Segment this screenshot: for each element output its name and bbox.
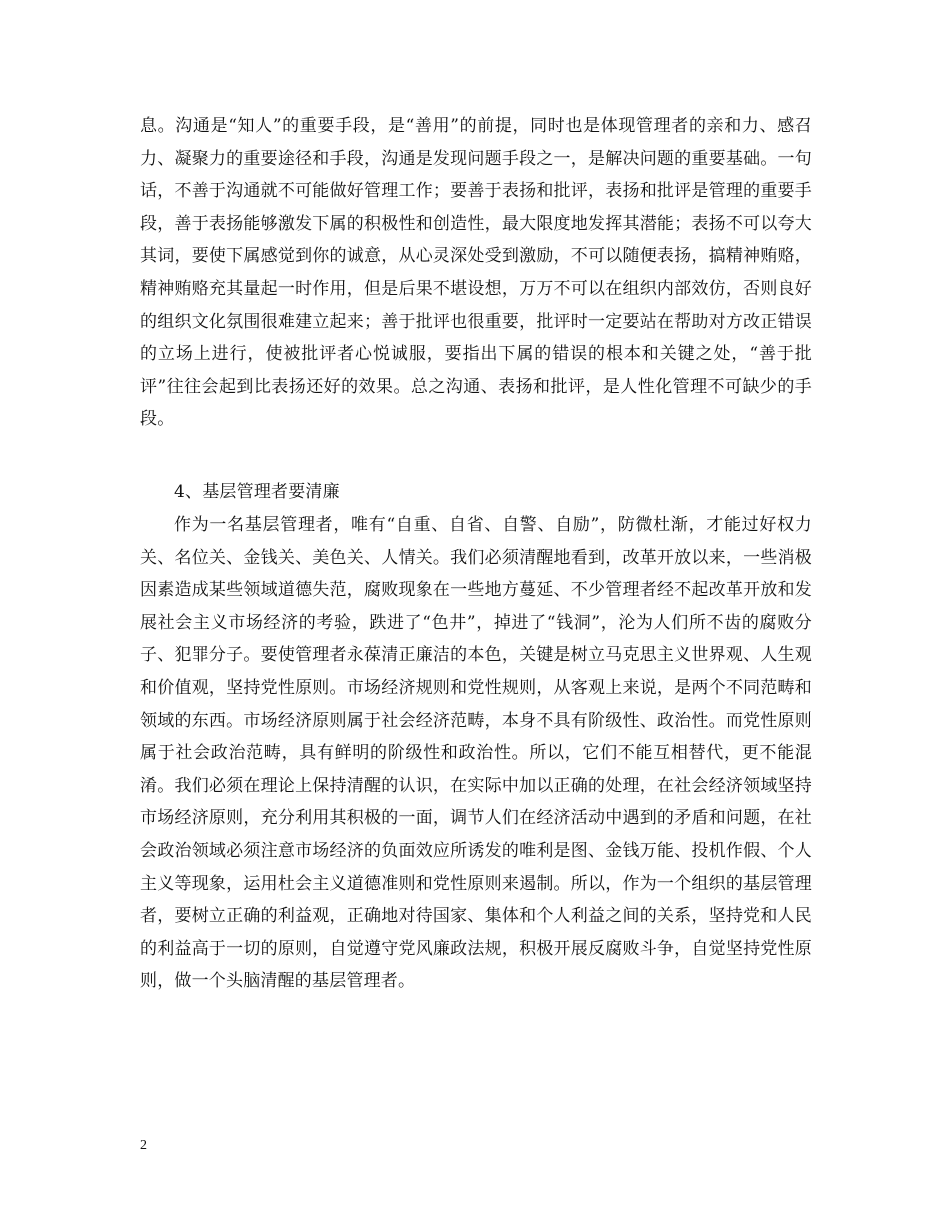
paragraph-main: 作为一名基层管理者，唯有“自重、自省、自警、自励”，防微杜渐，才能过好权力关、名位关、金钱关、美色关、人情关。我们必须清醒地看到，改革开放以来，一些消极因素造成某些领域道德失范，腐败现象在一些地方蔓延、不少管理者经不起改革开放和发展社会主义市场经济的考验，跌进了“色井”，掉进了“钱洞”，沦为人们所不齿的腐败分子、犯罪分子。要使管理者永葆清正廉洁的本色，关键是树立马克思主义世界观、人生观和价值观，坚持党性原则。市场经济规则和党性规则，从客观上来说，是两个不同范畴和领域的东西。市场经济原则属于社会经济范畴，本身不具有阶级性、政治性。而党性原则属于社会政治范畴，具有鲜明的阶级性和政治性。所以，它们不能互相替代，更不能混淆。我们必须在理论上保持清醒的认识，在实际中加以正确的处理，在社会经济领域坚持市场经济原则，充分利用其积极的一面，调节人们在经济活动中遇到的矛盾和问题，在社会政治领域必须注意市场经济的负面效应所诱发的唯利是图、金钱万能、投机作假、个人主义等现象，运用杜会主义道德准则和党性原则来遏制。所以，作为一个组织的基层管理者，要树立正确的利益观，正确地对待国家、集体和个人利益之间的关系，坚持党和人民的利益高于一切的原则，自觉遵守党风廉政法规，积极开展反腐败斗争，自觉坚持党性原则，做一个头脑清醒的基层管理者。 [140, 515, 812, 992]
paragraph-continued: 息。沟通是“知人”的重要手段，是“善用”的前提，同时也是体现管理者的亲和力、感召力、凝聚力的重要途径和手段，沟通是发现问题手段之一，是解决问题的重要基础。一句话，不善于沟通就不可能做好管理工作；要善于表扬和批评，表扬和批评是管理的重要手段，善于表扬能够激发下属的积极性和创造性，最大限度地发挥其潜能；表扬不可以夸大其词，要使下属感觉到你的诚意，从心灵深处受到激励，不可以随便表扬，搞精神贿赂，精神贿赂充其量起一时作用，但是后果不堪设想，万万不可以在组织内部效仿，否则良好的组织文化氛围很难建立起来；善于批评也很重要，批评时一定要站在帮助对方改正错误的立场上进行，使被批评者心悦诚服，要指出下属的错误的根本和关键之处，“善于批评”往往会起到比表扬还好的效果。总之沟通、表扬和批评，是人性化管理不可缺少的手段。 [140, 116, 812, 430]
body-text-continued [140, 110, 812, 436]
section-heading: 4、基层管理者要清廉 [174, 482, 340, 502]
section-heading-block [174, 476, 774, 509]
body-text-main [140, 509, 812, 998]
page-number: 2 [140, 1138, 147, 1153]
